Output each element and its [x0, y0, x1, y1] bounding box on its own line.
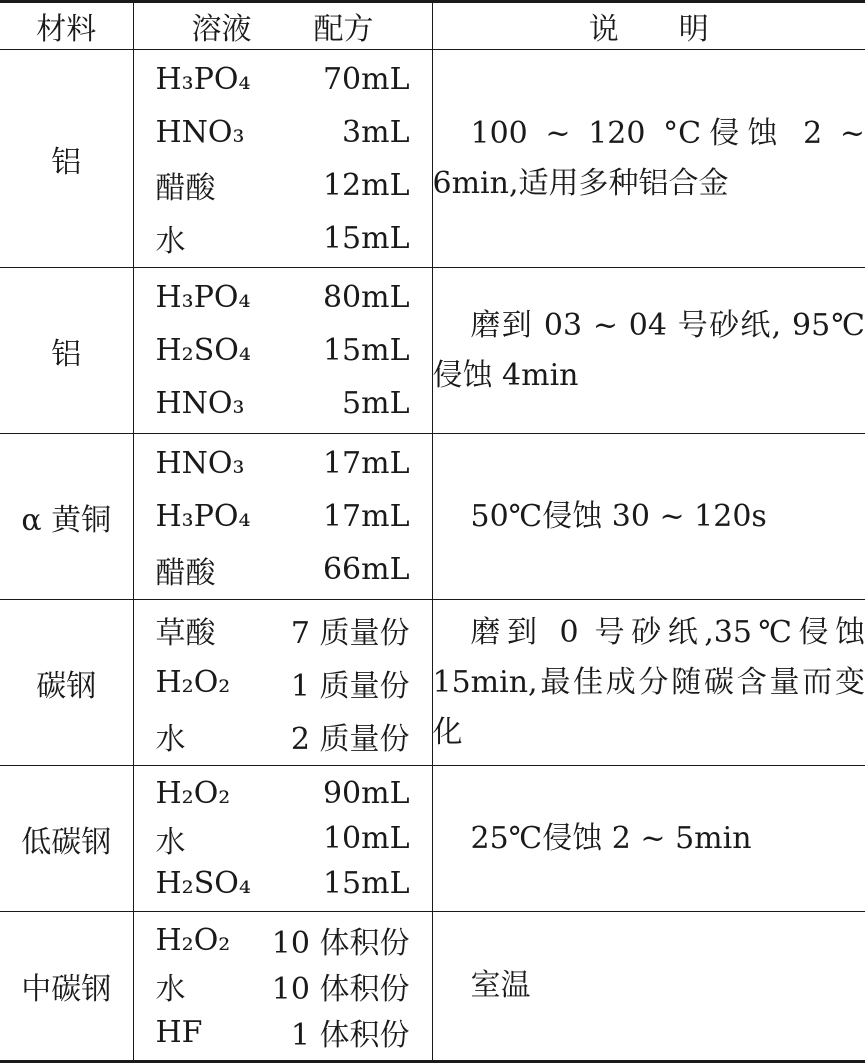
ingredient-line [134, 53, 432, 106]
ingredient-line [134, 963, 432, 1009]
recipe-cell [133, 766, 432, 912]
ingredient-amount: 80mL [322, 280, 410, 315]
table-row [0, 50, 865, 268]
ingredient-amount: 10mL [322, 821, 410, 856]
header-note [432, 2, 865, 50]
ingredient-amount: 90mL [322, 776, 410, 811]
note-text: 25℃侵蚀 2 ~ 5min [470, 820, 752, 856]
ingredient-amount: 66mL [322, 552, 410, 587]
ingredient-name: 水 [155, 224, 186, 259]
ingredient-name: HF [155, 1014, 203, 1050]
ingredient-line [134, 271, 432, 324]
material-cell: 中碳钢 [0, 912, 133, 1062]
ingredient-line [134, 377, 432, 430]
ingredient-amount: 70mL [322, 61, 410, 97]
ingredient-line [134, 861, 432, 906]
note-cell [432, 766, 865, 912]
note-text: 50℃侵蚀 30 ~ 120s [470, 498, 767, 534]
header-recipe [133, 2, 432, 50]
ingredient-name: HNO₃ [155, 446, 245, 481]
ingredient-line [134, 543, 432, 596]
ingredient-name: 水 [155, 824, 186, 860]
ingredient-name: 水 [155, 721, 186, 757]
ingredient-amount: 1 质量份 [290, 668, 410, 704]
note-cell [432, 268, 865, 434]
material-cell: 碳钢 [0, 600, 133, 766]
header-note-label: 说明 [588, 12, 769, 47]
ingredient-line [134, 709, 432, 762]
recipe-cell [133, 600, 432, 766]
table-row [0, 268, 865, 434]
ingredient-name: H₂O₂ [155, 665, 231, 700]
ingredient-line [134, 212, 432, 265]
ingredient-amount: 15mL [322, 220, 410, 256]
ingredient-amount: 7 质量份 [290, 615, 410, 651]
ingredient-name: HNO₃ [155, 386, 245, 421]
ingredient-name: H₂SO₄ [155, 333, 251, 368]
recipe-cell [133, 434, 432, 600]
ingredient-name: 水 [155, 972, 186, 1007]
note-text: 磨到 03 ~ 04 号砂纸, 95℃侵蚀 4min [432, 307, 865, 393]
header-material: 材料 [0, 2, 133, 50]
ingredient-name: H₂O₂ [155, 922, 231, 958]
material-cell: α 黄铜 [0, 434, 133, 600]
table-row [0, 600, 865, 766]
recipe-cell [133, 268, 432, 434]
header-recipe-label: 配方 [313, 12, 374, 47]
header-solution-label: 溶液 [191, 12, 252, 47]
ingredient-line [134, 816, 432, 861]
ingredient-amount: 1 体积份 [290, 1018, 410, 1053]
note-text: 室温 [470, 968, 531, 1003]
header-row [0, 2, 865, 50]
ingredient-amount: 15mL [322, 333, 410, 368]
table-row [0, 766, 865, 912]
note-cell [432, 434, 865, 600]
ingredient-line [134, 656, 432, 709]
ingredient-name: 醋酸 [155, 555, 216, 591]
ingredient-line [134, 1009, 432, 1055]
note-text: 100 ~ 120 °C侵蚀 2 ~ 6min,适用多种铝合金 [432, 115, 865, 201]
ingredient-line [134, 106, 432, 159]
note-text: 磨到 0 号砂纸,35℃侵蚀 15min,最佳成分随碳含量而变化 [432, 614, 865, 750]
ingredient-amount: 10 体积份 [271, 972, 410, 1007]
ingredient-line [134, 603, 432, 656]
ingredient-line [134, 324, 432, 377]
ingredient-name: HNO₃ [155, 114, 245, 150]
ingredient-name: 醋酸 [155, 171, 216, 206]
ingredient-name: 草酸 [155, 615, 216, 651]
ingredient-line [134, 917, 432, 963]
note-cell [432, 912, 865, 1062]
ingredient-amount: 12mL [322, 167, 410, 203]
ingredient-name: H₃PO₄ [155, 499, 251, 534]
ingredient-name: H₂SO₄ [155, 866, 251, 901]
ingredient-name: H₃PO₄ [155, 280, 251, 315]
table-row [0, 912, 865, 1062]
ingredient-amount: 3mL [342, 114, 410, 150]
material-cell: 低碳钢 [0, 766, 133, 912]
material-cell: 铝 [0, 268, 133, 434]
ingredient-line [134, 159, 432, 212]
ingredient-line [134, 490, 432, 543]
note-cell [432, 600, 865, 766]
ingredient-amount: 17mL [322, 446, 410, 481]
material-cell: 铝 [0, 50, 133, 268]
ingredient-line [134, 771, 432, 816]
ingredient-name: H₂O₂ [155, 776, 231, 811]
ingredient-line [134, 437, 432, 490]
ingredient-amount: 15mL [322, 866, 410, 901]
table-row [0, 434, 865, 600]
ingredient-amount: 10 体积份 [271, 926, 410, 961]
recipe-cell [133, 912, 432, 1062]
ingredient-amount: 17mL [322, 499, 410, 534]
note-cell [432, 50, 865, 268]
recipe-cell [133, 50, 432, 268]
ingredient-amount: 2 质量份 [290, 721, 410, 757]
ingredient-amount: 5mL [342, 386, 410, 421]
ingredient-name: H₃PO₄ [155, 61, 251, 97]
